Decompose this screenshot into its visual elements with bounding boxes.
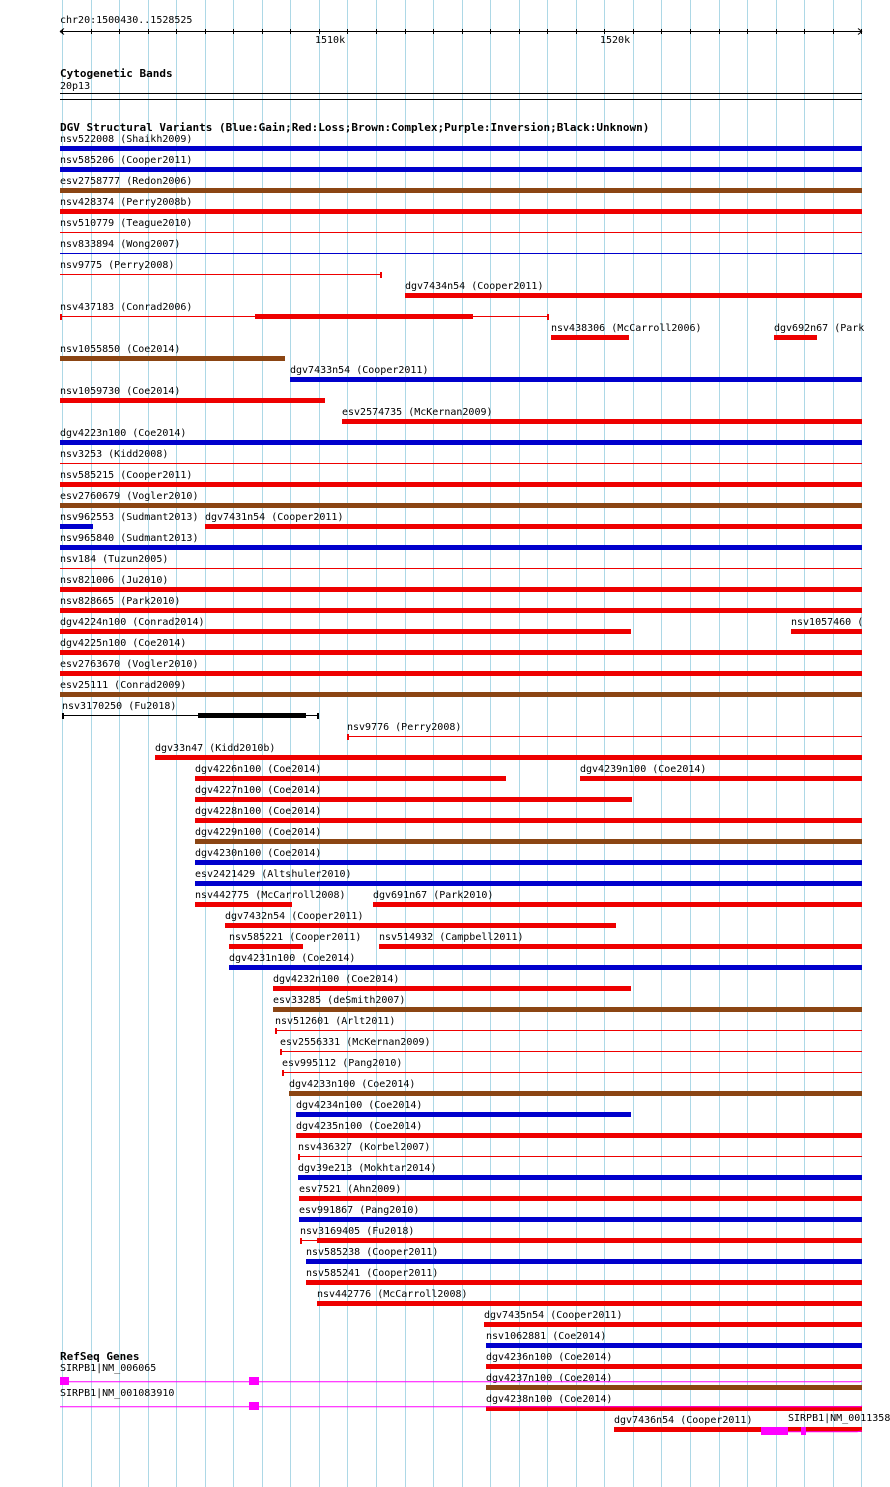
variant-label[interactable]: nsv1062881 (Coe2014): [486, 1331, 607, 1342]
variant-label[interactable]: dgv7432n54 (Cooper2011): [225, 911, 364, 922]
variant-bar-thick[interactable]: [317, 1238, 862, 1243]
variant-bar[interactable]: [306, 1259, 862, 1264]
variant-bar[interactable]: [60, 209, 862, 214]
variant-bar-end-cap: [547, 314, 549, 320]
variant-bar[interactable]: [195, 881, 862, 886]
variant-bar-start-cap: [347, 734, 349, 740]
gene-label[interactable]: SIRPB1|NM_0011358: [788, 1413, 890, 1424]
variant-bar[interactable]: [791, 629, 862, 634]
variant-label[interactable]: dgv4225n100 (Coe2014): [60, 638, 187, 649]
variant-label[interactable]: esv2421429 (Altshuler2010): [195, 869, 352, 880]
variant-label[interactable]: nsv965840 (Sudmant2013): [60, 533, 199, 544]
variant-label[interactable]: nsv9776 (Perry2008): [347, 722, 462, 733]
variant-bar[interactable]: [486, 1343, 862, 1348]
refseq-track-title: RefSeq Genes: [60, 1350, 140, 1363]
variant-bar[interactable]: [298, 1156, 862, 1157]
variant-label[interactable]: esv25111 (Conrad2009): [60, 680, 187, 691]
variant-bar-end-cap: [380, 272, 382, 278]
variant-bar[interactable]: [195, 776, 506, 781]
variant-bar[interactable]: [155, 755, 862, 760]
variant-bar[interactable]: [195, 860, 862, 865]
variant-bar[interactable]: [60, 398, 325, 403]
variant-label[interactable]: nsv833894 (Wong2007): [60, 239, 181, 250]
variant-bar[interactable]: [60, 356, 285, 361]
variant-bar[interactable]: [290, 377, 862, 382]
variant-bar-end-cap: [317, 713, 319, 719]
variant-label[interactable]: nsv184 (Tuzun2005): [60, 554, 169, 565]
variant-label[interactable]: dgv691n67 (Park2010): [373, 890, 494, 901]
variant-label[interactable]: esv2574735 (McKernan2009): [342, 407, 493, 418]
variant-bar[interactable]: [60, 167, 862, 172]
variant-label[interactable]: dgv4227n100 (Coe2014): [195, 785, 322, 796]
variant-bar[interactable]: [60, 608, 862, 613]
variant-label[interactable]: esv2758777 (Redon2006): [60, 176, 193, 187]
variant-label[interactable]: nsv428374 (Perry2008b): [60, 197, 193, 208]
variant-bar[interactable]: [60, 650, 862, 655]
variant-bar[interactable]: [379, 944, 862, 949]
variant-bar[interactable]: [60, 568, 862, 569]
gene-label[interactable]: SIRPB1|NM_001083910: [60, 1388, 175, 1399]
cytoband-line-bottom: [60, 99, 862, 100]
variant-bar[interactable]: [296, 1112, 631, 1117]
variant-label[interactable]: nsv442776 (McCarroll2008): [317, 1289, 468, 1300]
variant-label[interactable]: dgv4232n100 (Coe2014): [273, 974, 400, 985]
variant-bar[interactable]: [282, 1072, 862, 1073]
variant-label[interactable]: dgv4226n100 (Coe2014): [195, 764, 322, 775]
variant-bar[interactable]: [317, 1301, 862, 1306]
variant-label[interactable]: nsv821006 (Ju2010): [60, 575, 169, 586]
variant-bar[interactable]: [373, 902, 862, 907]
variant-bar[interactable]: [60, 503, 862, 508]
variant-label[interactable]: dgv4229n100 (Coe2014): [195, 827, 322, 838]
variant-label[interactable]: esv7521 (Ahn2009): [299, 1184, 402, 1195]
variant-label[interactable]: dgv4239n100 (Coe2014): [580, 764, 707, 775]
variant-bar[interactable]: [229, 965, 862, 970]
gene-model[interactable]: [0, 1424, 890, 1438]
variant-label[interactable]: dgv4236n100 (Coe2014): [486, 1352, 613, 1363]
variant-bar[interactable]: [275, 1030, 862, 1031]
gene-exon[interactable]: [249, 1377, 259, 1385]
variant-bar[interactable]: [486, 1364, 862, 1369]
variant-bar[interactable]: [299, 1196, 862, 1201]
variant-bar[interactable]: [195, 797, 632, 802]
gene-exon[interactable]: [249, 1402, 259, 1410]
variant-label[interactable]: nsv585215 (Cooper2011): [60, 470, 193, 481]
variant-bar-start-cap: [62, 713, 64, 719]
variant-label[interactable]: nsv1059730 (Coe2014): [60, 386, 181, 397]
variant-bar[interactable]: [60, 274, 382, 275]
dgv-track-title: DGV Structural Variants (Blue:Gain;Red:Loss;Brown:Complex;Purple:Inversion;Black:Unknown): [60, 121, 650, 134]
variant-bar[interactable]: [60, 232, 862, 233]
variant-bar[interactable]: [205, 524, 862, 529]
variant-bar[interactable]: [60, 188, 862, 193]
variant-label[interactable]: esv2556331 (McKernan2009): [280, 1037, 431, 1048]
variant-bar[interactable]: [60, 692, 862, 697]
variant-label[interactable]: dgv692n67 (Park: [774, 323, 865, 334]
variant-bar[interactable]: [195, 902, 292, 907]
variant-bar[interactable]: [405, 293, 862, 298]
variant-label[interactable]: dgv33n47 (Kidd2010b): [155, 743, 276, 754]
variant-label[interactable]: dgv4231n100 (Coe2014): [229, 953, 356, 964]
variant-label[interactable]: nsv9775 (Perry2008): [60, 260, 175, 271]
variant-bar[interactable]: [298, 1175, 862, 1180]
gene-exon[interactable]: [801, 1427, 806, 1435]
variant-label[interactable]: nsv585206 (Cooper2011): [60, 155, 193, 166]
variant-bar[interactable]: [484, 1322, 862, 1327]
variant-label[interactable]: esv2763670 (Vogler2010): [60, 659, 199, 670]
cytoband-label[interactable]: 20p13: [60, 81, 91, 92]
variant-bar[interactable]: [296, 1133, 862, 1138]
variant-label[interactable]: dgv4230n100 (Coe2014): [195, 848, 322, 859]
variant-bar-start-cap: [60, 314, 62, 320]
variant-label[interactable]: nsv3169405 (Fu2018): [300, 1226, 415, 1237]
variant-bar[interactable]: [60, 253, 862, 254]
variant-bar[interactable]: [774, 335, 817, 340]
variant-label[interactable]: nsv512601 (Arlt2011): [275, 1016, 396, 1027]
variant-label[interactable]: nsv510779 (Teague2010): [60, 218, 193, 229]
variant-label[interactable]: dgv4233n100 (Coe2014): [289, 1079, 416, 1090]
gene-model[interactable]: [0, 1374, 890, 1388]
variant-bar[interactable]: [225, 923, 616, 928]
variant-label[interactable]: nsv442775 (McCarroll2008): [195, 890, 346, 901]
variant-bar-start-cap: [282, 1070, 284, 1076]
variant-label[interactable]: dgv4223n100 (Coe2014): [60, 428, 187, 439]
variant-label[interactable]: dgv39e213 (Mokhtar2014): [298, 1163, 437, 1174]
variant-label[interactable]: nsv585241 (Cooper2011): [306, 1268, 439, 1279]
variant-bar[interactable]: [306, 1280, 862, 1285]
variant-label[interactable]: esv995112 (Pang2010): [282, 1058, 403, 1069]
ruler-tick-label-2: 1520k: [600, 35, 631, 46]
variant-bar-start-cap: [280, 1049, 282, 1055]
variant-bar[interactable]: [60, 629, 631, 634]
variant-label[interactable]: dgv7431n54 (Cooper2011): [205, 512, 344, 523]
variant-label[interactable]: dgv4235n100 (Coe2014): [296, 1121, 423, 1132]
variant-label[interactable]: dgv4234n100 (Coe2014): [296, 1100, 423, 1111]
cytoband-line-top: [60, 93, 862, 94]
variant-label[interactable]: esv991867 (Pang2010): [299, 1205, 420, 1216]
gene-intron-line: [60, 1406, 862, 1407]
variant-bar[interactable]: [299, 1217, 862, 1222]
variant-label[interactable]: nsv437183 (Conrad2006): [60, 302, 193, 313]
variant-bar[interactable]: [229, 944, 303, 949]
variant-bar[interactable]: [60, 671, 862, 676]
variant-label[interactable]: nsv438306 (McCarroll2006): [551, 323, 702, 334]
variant-label[interactable]: dgv7433n54 (Cooper2011): [290, 365, 429, 376]
variant-label[interactable]: nsv1057460 (: [791, 617, 864, 628]
variant-bar[interactable]: [60, 440, 862, 445]
variant-label[interactable]: nsv962553 (Sudmant2013): [60, 512, 199, 523]
variant-bar-thick[interactable]: [255, 314, 473, 319]
ruler-tick-label-1: 1510k: [315, 35, 346, 46]
gene-exon[interactable]: [761, 1427, 788, 1435]
variant-bar-start-cap: [298, 1154, 300, 1160]
gene-exon[interactable]: [60, 1377, 69, 1385]
variant-bar-start-cap: [275, 1028, 277, 1034]
variant-label[interactable]: nsv1055850 (Coe2014): [60, 344, 181, 355]
gene-intron-line: [60, 1381, 862, 1382]
variant-label[interactable]: nsv3253 (Kidd2008): [60, 449, 169, 460]
variant-bar[interactable]: [273, 1007, 862, 1012]
variant-bar[interactable]: [195, 839, 862, 844]
variant-label[interactable]: esv2760679 (Vogler2010): [60, 491, 199, 502]
variant-label[interactable]: esv33285 (deSmith2007): [273, 995, 406, 1006]
variant-bar[interactable]: [342, 419, 862, 424]
cytoband-track-title: Cytogenetic Bands: [60, 67, 173, 80]
variant-bar[interactable]: [280, 1051, 862, 1052]
variant-bar[interactable]: [60, 587, 862, 592]
variant-label[interactable]: dgv4228n100 (Coe2014): [195, 806, 322, 817]
variant-bar[interactable]: [60, 524, 93, 529]
variant-label[interactable]: dgv4238n100 (Coe2014): [486, 1394, 613, 1405]
variant-label[interactable]: dgv7434n54 (Cooper2011): [405, 281, 544, 292]
gene-label[interactable]: SIRPB1|NM_006065: [60, 1363, 157, 1374]
variant-label[interactable]: nsv522008 (Shaikh2009): [60, 134, 193, 145]
variant-bar[interactable]: [273, 986, 631, 991]
variant-label[interactable]: dgv7435n54 (Cooper2011): [484, 1310, 623, 1321]
variant-bar[interactable]: [289, 1091, 862, 1096]
variant-label[interactable]: nsv585221 (Cooper2011): [229, 932, 362, 943]
variant-bar-thick[interactable]: [198, 713, 306, 718]
variant-bar[interactable]: [60, 545, 862, 550]
variant-label[interactable]: nsv828665 (Park2010): [60, 596, 181, 607]
variant-label[interactable]: nsv436327 (Korbel2007): [298, 1142, 431, 1153]
variant-bar-start-cap: [300, 1238, 302, 1244]
ruler-region-label: chr20:1500430..1528525: [60, 15, 193, 26]
variant-bar[interactable]: [580, 776, 862, 781]
gene-model[interactable]: [0, 1399, 890, 1413]
variant-bar[interactable]: [60, 482, 862, 487]
variant-bar[interactable]: [60, 146, 862, 151]
variant-bar[interactable]: [195, 818, 862, 823]
variant-label[interactable]: dgv7436n54 (Cooper2011): [614, 1415, 753, 1426]
variant-label[interactable]: dgv4224n100 (Conrad2014): [60, 617, 205, 628]
variant-bar[interactable]: [347, 736, 862, 737]
variant-label[interactable]: dgv4237n100 (Coe2014): [486, 1373, 613, 1384]
variant-bar[interactable]: [551, 335, 629, 340]
variant-label[interactable]: nsv514932 (Campbell2011): [379, 932, 524, 943]
position-ruler[interactable]: [0, 25, 890, 47]
variant-label[interactable]: nsv585238 (Cooper2011): [306, 1247, 439, 1258]
variant-label[interactable]: nsv3170250 (Fu2018): [62, 701, 177, 712]
variant-bar[interactable]: [60, 463, 862, 464]
